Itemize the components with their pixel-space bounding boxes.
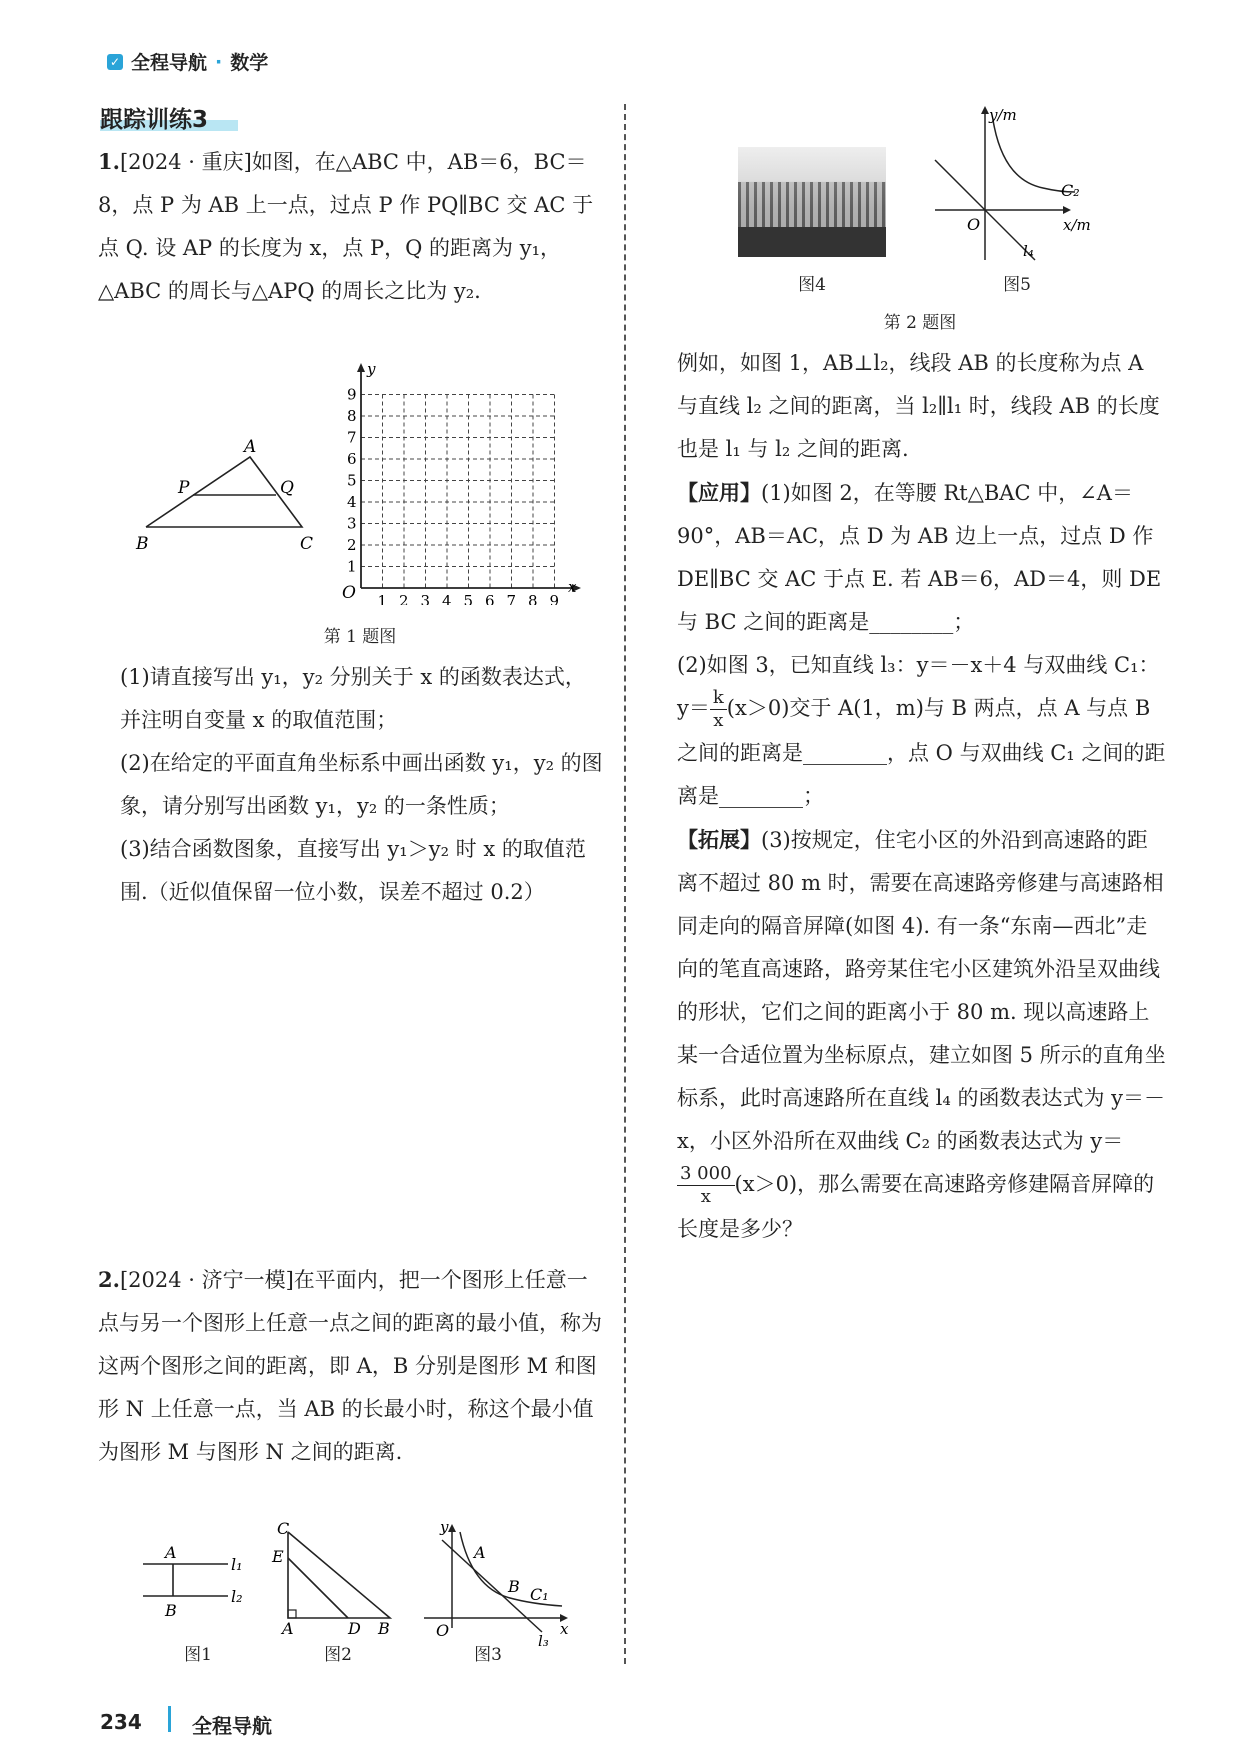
fig5-caption: 图5: [1003, 275, 1031, 295]
triangle-abc: [146, 457, 302, 527]
extend-tag: 【拓展】: [677, 827, 761, 852]
q2-example: 例如，如图 1，AB⊥l₂，线段 AB 的长度称为点 A 与直线 l₂ 之间的距离，当 l₂∥l₁ 时，线段 AB 的长度也是 l₁ 与 l₂ 之间的距离.: [677, 351, 1160, 461]
fig1-label-b: B: [165, 1601, 177, 1620]
q2-extend: 【拓展】(3)按规定，住宅小区的外沿到高速路的距离不超过 80 m 时，需要在高速路旁修建与高速路相同走向的隔音屏障(如图 4). 有一条“东南—西北”走向的笔直高速路，路旁某住宅小区建筑外沿呈双曲线的形状，它们之间的距离小于 80 m. 现以高速路上某一合适位置为坐标原点，建立如图 5 所示的直角坐标系，此时高速路所在直线 l₄ 的函数表达式为 y＝－x，小区外沿所在双曲线 C₂ 的函数表达式为 y＝ $\frac{3 000}{x}$ (x＞0)，那么需要在高速路旁修建隔音屏障的长度是多少？: [677, 827, 1166, 1241]
fig3-label-l3: l₃: [538, 1632, 549, 1648]
fig5-x-arrow-icon: [1063, 206, 1071, 214]
q2-right-column: [677, 342, 1167, 1251]
check-icon: ✓: [107, 54, 123, 70]
y-axis-arrow-icon: [357, 363, 365, 372]
label-p: P: [178, 478, 190, 498]
book-title: 全程导航: [131, 52, 208, 74]
fig1-label-l2: l₂: [231, 1587, 243, 1606]
fig3-label-c1: C₁: [530, 1585, 549, 1604]
right-angle-icon: [288, 1610, 296, 1618]
fraction-3000-over-x: $\frac{3 000}{x}$: [677, 1163, 735, 1208]
q2-figure-2: [268, 1518, 408, 1634]
fig3-caption: 图3: [474, 1645, 502, 1665]
x-tick-label: 3: [420, 592, 431, 605]
fig5-y-arrow-icon: [981, 106, 989, 114]
fig2-label-a: A: [282, 1619, 294, 1634]
q1-grid-figure: [336, 360, 586, 605]
x-tick-label: 6: [485, 592, 495, 605]
triangle-bac: [288, 1532, 390, 1618]
fig1-label-a: A: [165, 1543, 177, 1562]
q2-number: 2.: [98, 1267, 120, 1292]
y-tick-label: 9: [347, 385, 357, 404]
segment-de: [288, 1558, 348, 1618]
q1-figure-caption: 第 1 题图: [323, 627, 397, 647]
q2-apply: 【应用】(1)如图 2，在等腰 Rt△BAC 中，∠A＝90°，AB＝AC，点 D 为 AB 边上一点，过点 D 作 DE∥BC 交 AC 于点 E. 若 AB＝6，AD＝4，则 DE 与 BC 之间的距离是________；: [677, 480, 1162, 634]
fig4-caption: 图4: [798, 275, 826, 295]
q1-part-2: (2)在给定的平面直角坐标系中画出函数 y₁，y₂ 的图象，请分别写出函数 y₁，y₂ 的一条性质；: [120, 751, 603, 818]
q2-text: [2024 · 济宁一模]在平面内，把一个图形上任意一点与另一个图形上任意一点之间的距离的最小值，称为这两个图形之间的距离，即 A，B 分别是图形 M 和图形 N 上任意一点，当 AB 的长最小时，称这个最小值为图形 M 与图形 N 之间的距离.: [98, 1268, 602, 1464]
fig5-label-l4: l₄: [1023, 242, 1034, 260]
fig3-y-arrow-icon: [448, 1524, 456, 1532]
y-axis-label: y: [367, 360, 376, 378]
q1-subquestions: [120, 656, 605, 914]
x-tick-label: 2: [399, 592, 409, 605]
q1-part-1: (1)请直接写出 y₁，y₂ 分别关于 x 的函数表达式，并注明自变量 x 的取值范围；: [120, 665, 586, 732]
page-number: 234: [100, 1710, 142, 1734]
x-tick-label: 7: [506, 592, 517, 605]
fig5-label-o: O: [967, 215, 981, 234]
q2-figures-caption: 第 2 题图: [883, 313, 957, 333]
subject-label: 数学: [230, 52, 269, 74]
q2-part-2: (2)如图 3，已知直线 l₃：y＝－x＋4 与双曲线 C₁：y＝ $\frac{k}{x}$ (x＞0)交于 A(1，m)与 B 两点，点 A 与点 B 之间的距离是________，点 O 与双曲线 C₁ 之间的距离是________；: [677, 653, 1166, 808]
fig3-label-o: O: [436, 1621, 450, 1640]
fig2-caption: 图2: [324, 1645, 352, 1665]
fig3-label-a: A: [474, 1543, 486, 1562]
q2-figure-1: [138, 1540, 248, 1620]
fig1-caption: 图1: [184, 1645, 212, 1665]
origin-label: O: [342, 583, 356, 603]
label-b: B: [136, 534, 149, 554]
fig2-label-b: B: [378, 1619, 390, 1634]
q2-figure-3: [412, 1518, 582, 1648]
label-q: Q: [280, 478, 294, 498]
fraction-k-over-x: $\frac{k}{x}$: [710, 687, 727, 732]
q1-part-3: (3)结合函数图象，直接写出 y₁＞y₂ 时 x 的取值范围.（近似值保留一位小数，误差不超过 0.2）: [120, 837, 586, 904]
y-tick-label: 2: [347, 536, 357, 554]
x-tick-label: 8: [528, 592, 538, 605]
q1-number: 1.: [98, 149, 120, 174]
x-tick-label: 5: [463, 592, 474, 605]
x-tick-label: 4: [442, 592, 452, 605]
y-tick-label: 1: [347, 557, 357, 576]
fig2-label-e: E: [272, 1547, 284, 1566]
section-title: 跟踪训练3: [100, 107, 209, 133]
footer-divider: [168, 1706, 171, 1732]
y-tick-label: 6: [347, 450, 357, 468]
fig2-label-d: D: [348, 1619, 361, 1634]
apply-tag: 【应用】: [677, 480, 761, 505]
page-header: [107, 48, 268, 75]
y-tick-label: 5: [347, 471, 357, 490]
q1-triangle-figure: [130, 435, 330, 555]
question-1: [98, 140, 603, 313]
column-divider: [624, 104, 626, 1664]
fig3-label-b: B: [508, 1577, 520, 1596]
fig2-label-c: C: [277, 1519, 290, 1538]
q1-text: [2024 · 重庆]如图，在△ABC 中，AB＝6，BC＝8，点 P 为 AB 上一点，过点 P 作 PQ∥BC 交 AC 于点 Q. 设 AP 的长度为 x，点 P，Q 的距离为 y₁，△ABC 的周长与△APQ 的周长之比为 y₂.: [98, 150, 594, 303]
q2-figure-5: [925, 100, 1115, 270]
highway-noise-barrier-photo: [738, 147, 886, 257]
fig3-label-x: x: [560, 1620, 569, 1638]
x-axis-label: x: [568, 578, 577, 596]
header-dot: ·: [215, 50, 223, 73]
fig1-label-l1: l₁: [231, 1555, 243, 1574]
y-tick-label: 7: [347, 428, 357, 447]
question-2: [98, 1258, 603, 1474]
footer-title: 全程导航: [192, 1714, 272, 1738]
x-tick-label: 9: [549, 592, 560, 605]
fig3-label-y: y: [440, 1518, 449, 1536]
label-a: A: [244, 437, 257, 457]
y-tick-label: 8: [347, 407, 357, 425]
y-tick-label: 3: [347, 514, 357, 533]
fig5-label-y: y/m: [989, 106, 1017, 124]
fig5-label-x: x/m: [1063, 216, 1091, 234]
x-tick-label: 1: [377, 592, 388, 605]
fig5-label-c2: C₂: [1061, 181, 1080, 200]
y-tick-label: 4: [347, 493, 357, 511]
label-c: C: [300, 534, 314, 554]
